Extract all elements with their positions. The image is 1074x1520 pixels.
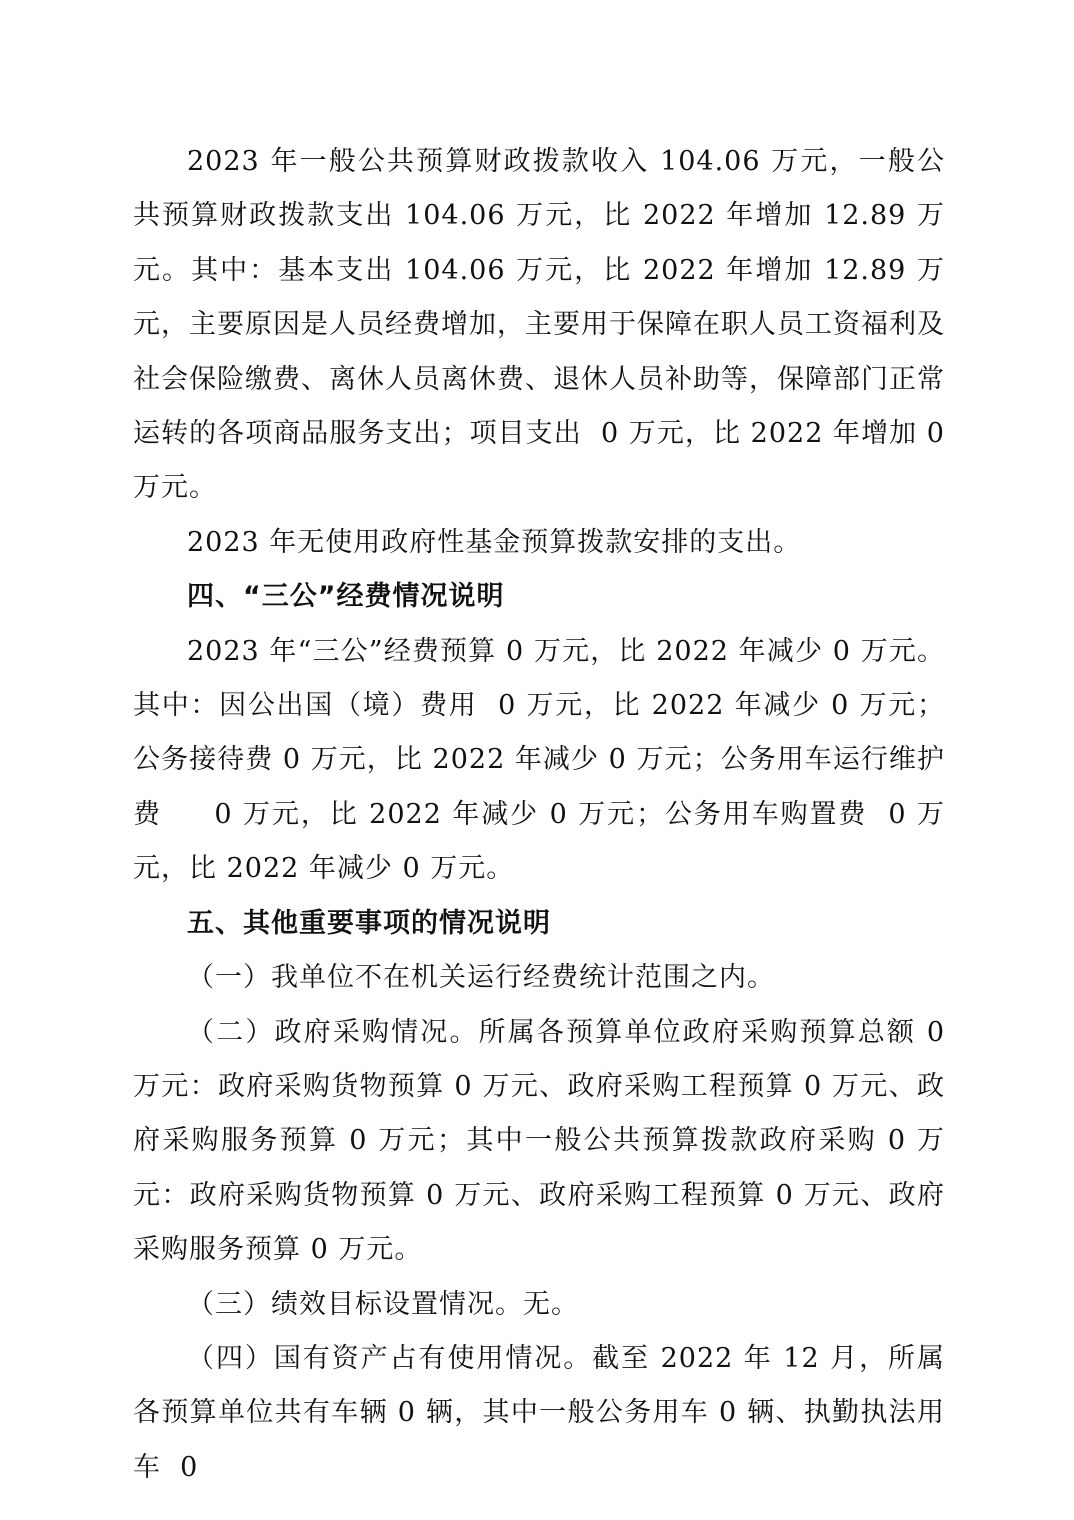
paragraph-government-fund: 2023 年无使用政府性基金预算拨款安排的支出。 (187, 526, 802, 558)
paragraph-government-procurement: （二）政府采购情况。所属各预算单位政府采购预算总额 0 万元：政府采购货物预算 0 万元、政府采购工程预算 0 万元、政府采购服务预算 0 万元；其中一般公共预算拨款政府采购 0 万元：政府采购货物预算 0 万元、政府采购工程预算 0 万元、政府采购服务预算 0 万元。 (133, 1016, 955, 1266)
section-heading-other-matters: 五、其他重要事项的情况说明 (187, 907, 551, 939)
paragraph-budget-income-expenditure: 2023 年一般公共预算财政拨款收入 104.06 万元，一般公共预算财政拨款支出 104.06 万元，比 2022 年增加 12.89 万元。其中：基本支出 104.06 万元，比 2022 年增加 12.89 万元，主要原因是人员经费增加，主要用于保障在职人员工资福利及社会保险缴费、离休人员离休费、退休人员补助等，保障部门正常运转的各项商品服务支出；项目支出 0 万元，比 2022 年增加 0 万元。 (133, 146, 955, 504)
section-heading-three-public-expenses: 四、“三公”经费情况说明 (187, 581, 505, 613)
document-body (133, 135, 955, 1495)
paragraph-performance-targets: （三）绩效目标设置情况。无。 (187, 1288, 579, 1320)
paragraph-three-public-expenses: 2023 年“三公”经费预算 0 万元，比 2022 年减少 0 万元。其中：因公出国（境）费用 0 万元，比 2022 年减少 0 万元；公务接待费 0 万元，比 2022 年减少 0 万元；公务用车运行维护费 0 万元，比 2022 年减少 0 万元；公务用车购置费 0 万元，比 2022 年减少 0 万元。 (133, 635, 945, 885)
paragraph-state-assets: （四）国有资产占有使用情况。截至 2022 年 12 月，所属各预算单位共有车辆 0 辆，其中一般公务用车 0 辆、执勤执法用车 0 (133, 1342, 945, 1483)
paragraph-operating-expenses: （一）我单位不在机关运行经费统计范围之内。 (187, 962, 775, 994)
